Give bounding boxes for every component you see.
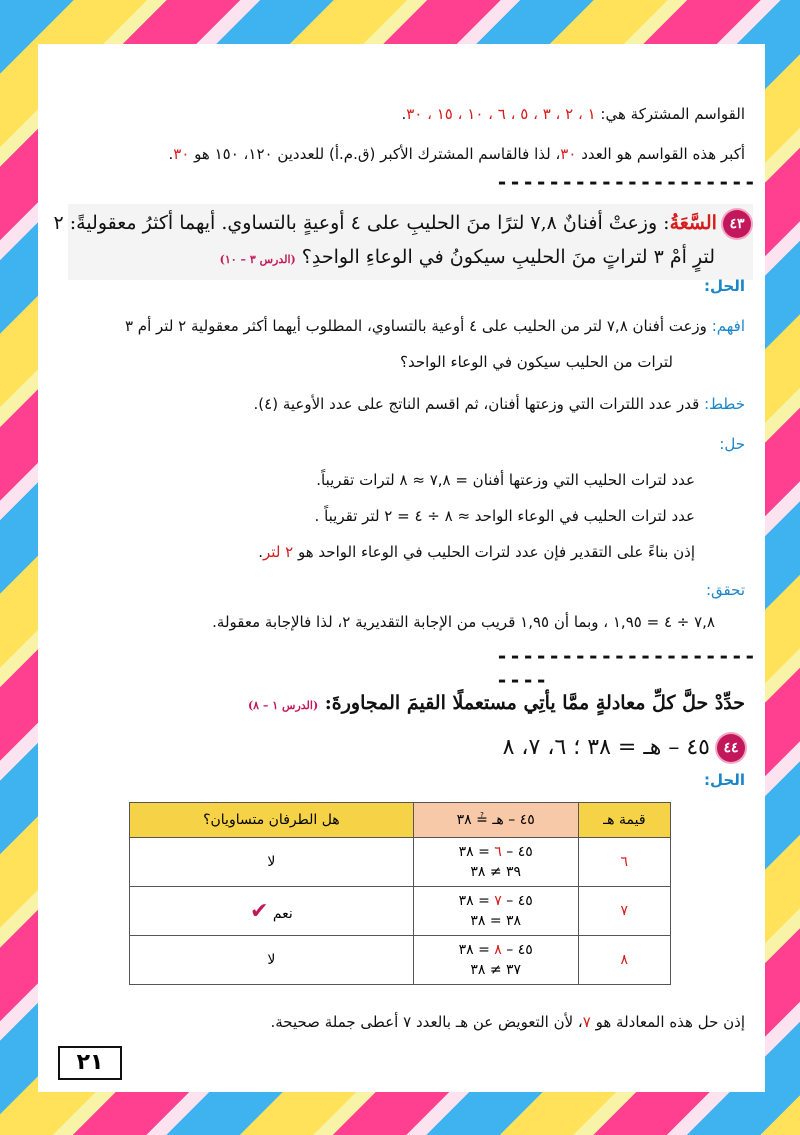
- table-header-row: [130, 803, 671, 838]
- cell-value: ٨: [578, 936, 670, 985]
- answer-text: لا: [267, 952, 276, 968]
- question-44-line: [58, 734, 745, 762]
- checkmark-icon: ✔: [249, 898, 269, 924]
- header-value: قيمة هـ: [578, 803, 670, 838]
- cell-value: ٦: [578, 838, 670, 887]
- eq-value: ٨: [494, 942, 502, 958]
- section-title: [58, 692, 745, 714]
- cell-equation: [413, 838, 578, 887]
- page-sheet: [38, 44, 765, 1092]
- dashed-separator-1: --------------------: [496, 170, 757, 194]
- gcd-number-2: ٣٠: [173, 145, 190, 163]
- dashed-separator-2: ------------------------: [496, 644, 757, 692]
- solve-text-1: عدد لترات الحليب التي وزعتها أفنان = ٧,٨ ≈ ٨ لترات تقريباً.: [316, 471, 695, 489]
- cell-answer: [130, 838, 414, 887]
- page-number: ٢١: [58, 1046, 122, 1080]
- cell-value: ٧: [578, 887, 670, 936]
- question-44-badge: ٤٤: [717, 734, 745, 762]
- solution-heading-text: الحل:: [704, 277, 745, 295]
- solve-line-1: [58, 470, 695, 490]
- gcd-line: [58, 144, 745, 164]
- question-43-badge: ٤٣: [723, 210, 751, 238]
- question-43-line-1: [53, 210, 751, 238]
- question-44-solution-heading: [58, 770, 745, 790]
- understand-text-2: لترات من الحليب سيكون في الوعاء الواحد؟: [399, 353, 673, 371]
- header-equation: ٤٥ – هـ ≟ ٣٨: [413, 803, 578, 838]
- solve-text-2: عدد لترات الحليب في الوعاء الواحد ≈ ٨ ÷ ٤ = ٢ لتر تقريباً .: [314, 507, 695, 525]
- gcd-text-b: ، لذا فالقاسم المشترك الأكبر (ق.م.أ) للعددين ١٢٠، ١٥٠ هو: [189, 145, 561, 163]
- punct: .: [258, 543, 264, 561]
- eq-result: ٣٨ = ٣٨: [470, 913, 522, 929]
- conclusion-answer: ٧: [582, 1013, 591, 1031]
- solve-answer: ٢ لتر: [263, 543, 294, 561]
- conclusion-text-a: إذن حل هذه المعادلة هو: [590, 1013, 745, 1031]
- gcd-text-a: أكبر هذه القواسم هو العدد: [576, 145, 745, 163]
- solve-line-2: [58, 506, 695, 526]
- solution-44-heading: الحل:: [704, 771, 745, 789]
- cell-answer: [130, 936, 414, 985]
- common-divisors-label: القواسم المشتركة هي:: [595, 105, 745, 123]
- eq-part: = ٣٨: [458, 844, 495, 860]
- solution-heading: [58, 276, 745, 296]
- question-43-text-2: لترٍ أمْ ٣ لتراتٍ منَ الحليبِ سيكونُ في الوعاءِ الواحدِ؟: [301, 246, 715, 268]
- check-heading: [58, 580, 745, 600]
- plan-label: خطط:: [704, 395, 745, 413]
- common-divisors-values: ١ ، ٢ ، ٣ ، ٥ ، ٦ ، ١٠ ، ١٥ ، ٣٠: [406, 105, 596, 123]
- eq-value: ٧: [494, 893, 502, 909]
- solve-text-3a: إذن بناءً على التقدير فإن عدد لترات الحليب في الوعاء الواحد هو: [293, 543, 695, 561]
- eq-result: ٣٧ ≠ ٣٨: [470, 962, 522, 978]
- solve-heading: [58, 434, 745, 454]
- lesson-ref-section: (الدرس ١ – ٨): [247, 699, 319, 712]
- header-equal: هل الطرفان متساويان؟: [130, 803, 414, 838]
- eq-part: = ٣٨: [458, 893, 495, 909]
- table-row: [130, 887, 671, 936]
- cell-equation: [413, 887, 578, 936]
- table-row: [130, 936, 671, 985]
- answer-text: نعم: [272, 905, 293, 922]
- question-44-equation: ٤٥ – هـ = ٣٨ ؛ ٦، ٧، ٨: [502, 735, 710, 760]
- section-title-text: حدِّدْ حلَّ كلِّ معادلةٍ ممَّا يأتِي مستعملًا القيمَ المجاورةَ:: [324, 692, 745, 714]
- eq-value: ٦: [494, 844, 502, 860]
- understand-label: افهم:: [711, 317, 745, 335]
- substitution-table: [129, 802, 671, 985]
- punct: .: [168, 145, 174, 163]
- understand-line-1: [58, 316, 745, 336]
- question-43-keyword: السَّعَةُ: [669, 212, 717, 234]
- check-label: تحقق:: [705, 581, 745, 599]
- solve-line-3: [58, 542, 695, 562]
- common-divisors-line: [58, 104, 745, 124]
- plan-line: [58, 394, 745, 414]
- punct: .: [401, 105, 407, 123]
- eq-part: ٤٥ –: [501, 942, 533, 958]
- conclusion-text-c: ، لأن التعويض عن هـ بالعدد ٧ أعطى جملة صحيحة.: [270, 1013, 583, 1031]
- answer-text: لا: [267, 854, 276, 870]
- eq-part: ٤٥ –: [501, 844, 533, 860]
- plan-text: قدر عدد اللترات التي وزعتها أفنان، ثم اقسم الناتج على عدد الأوعية (٤).: [253, 395, 700, 413]
- gcd-number: ٣٠: [560, 145, 577, 163]
- solve-label: حل:: [719, 435, 745, 453]
- question-43-line-2: [58, 246, 715, 268]
- eq-part: ٤٥ –: [501, 893, 533, 909]
- check-line: [58, 612, 715, 632]
- check-text: ٧,٨ ÷ ٤ = ١,٩٥ ، وبما أن ١,٩٥ قريب من الإجابة التقديرية ٢، لذا فالإجابة معقولة.: [212, 613, 715, 631]
- understand-line-2: [58, 352, 673, 372]
- eq-result: ٣٩ ≠ ٣٨: [470, 864, 522, 880]
- conclusion-line: [58, 1012, 745, 1032]
- cell-answer: [130, 887, 414, 936]
- understand-text-1: وزعت أفنان ٧,٨ لتر من الحليب على ٤ أوعية بالتساوي، المطلوب أيهما أكثر معقولية ٢ لتر أم ٣: [124, 317, 707, 335]
- cell-equation: [413, 936, 578, 985]
- table-row: [130, 838, 671, 887]
- eq-part: = ٣٨: [458, 942, 495, 958]
- lesson-ref-43: (الدرس ٣ – ١٠): [219, 253, 296, 266]
- question-43-text-1: : وزعتْ أفنانٌ ٧,٨ لترًا منَ الحليبِ على ٤ أوعيةٍ بالتساوي. أيهما أكثرُ معقوليةً: ٢: [53, 212, 670, 234]
